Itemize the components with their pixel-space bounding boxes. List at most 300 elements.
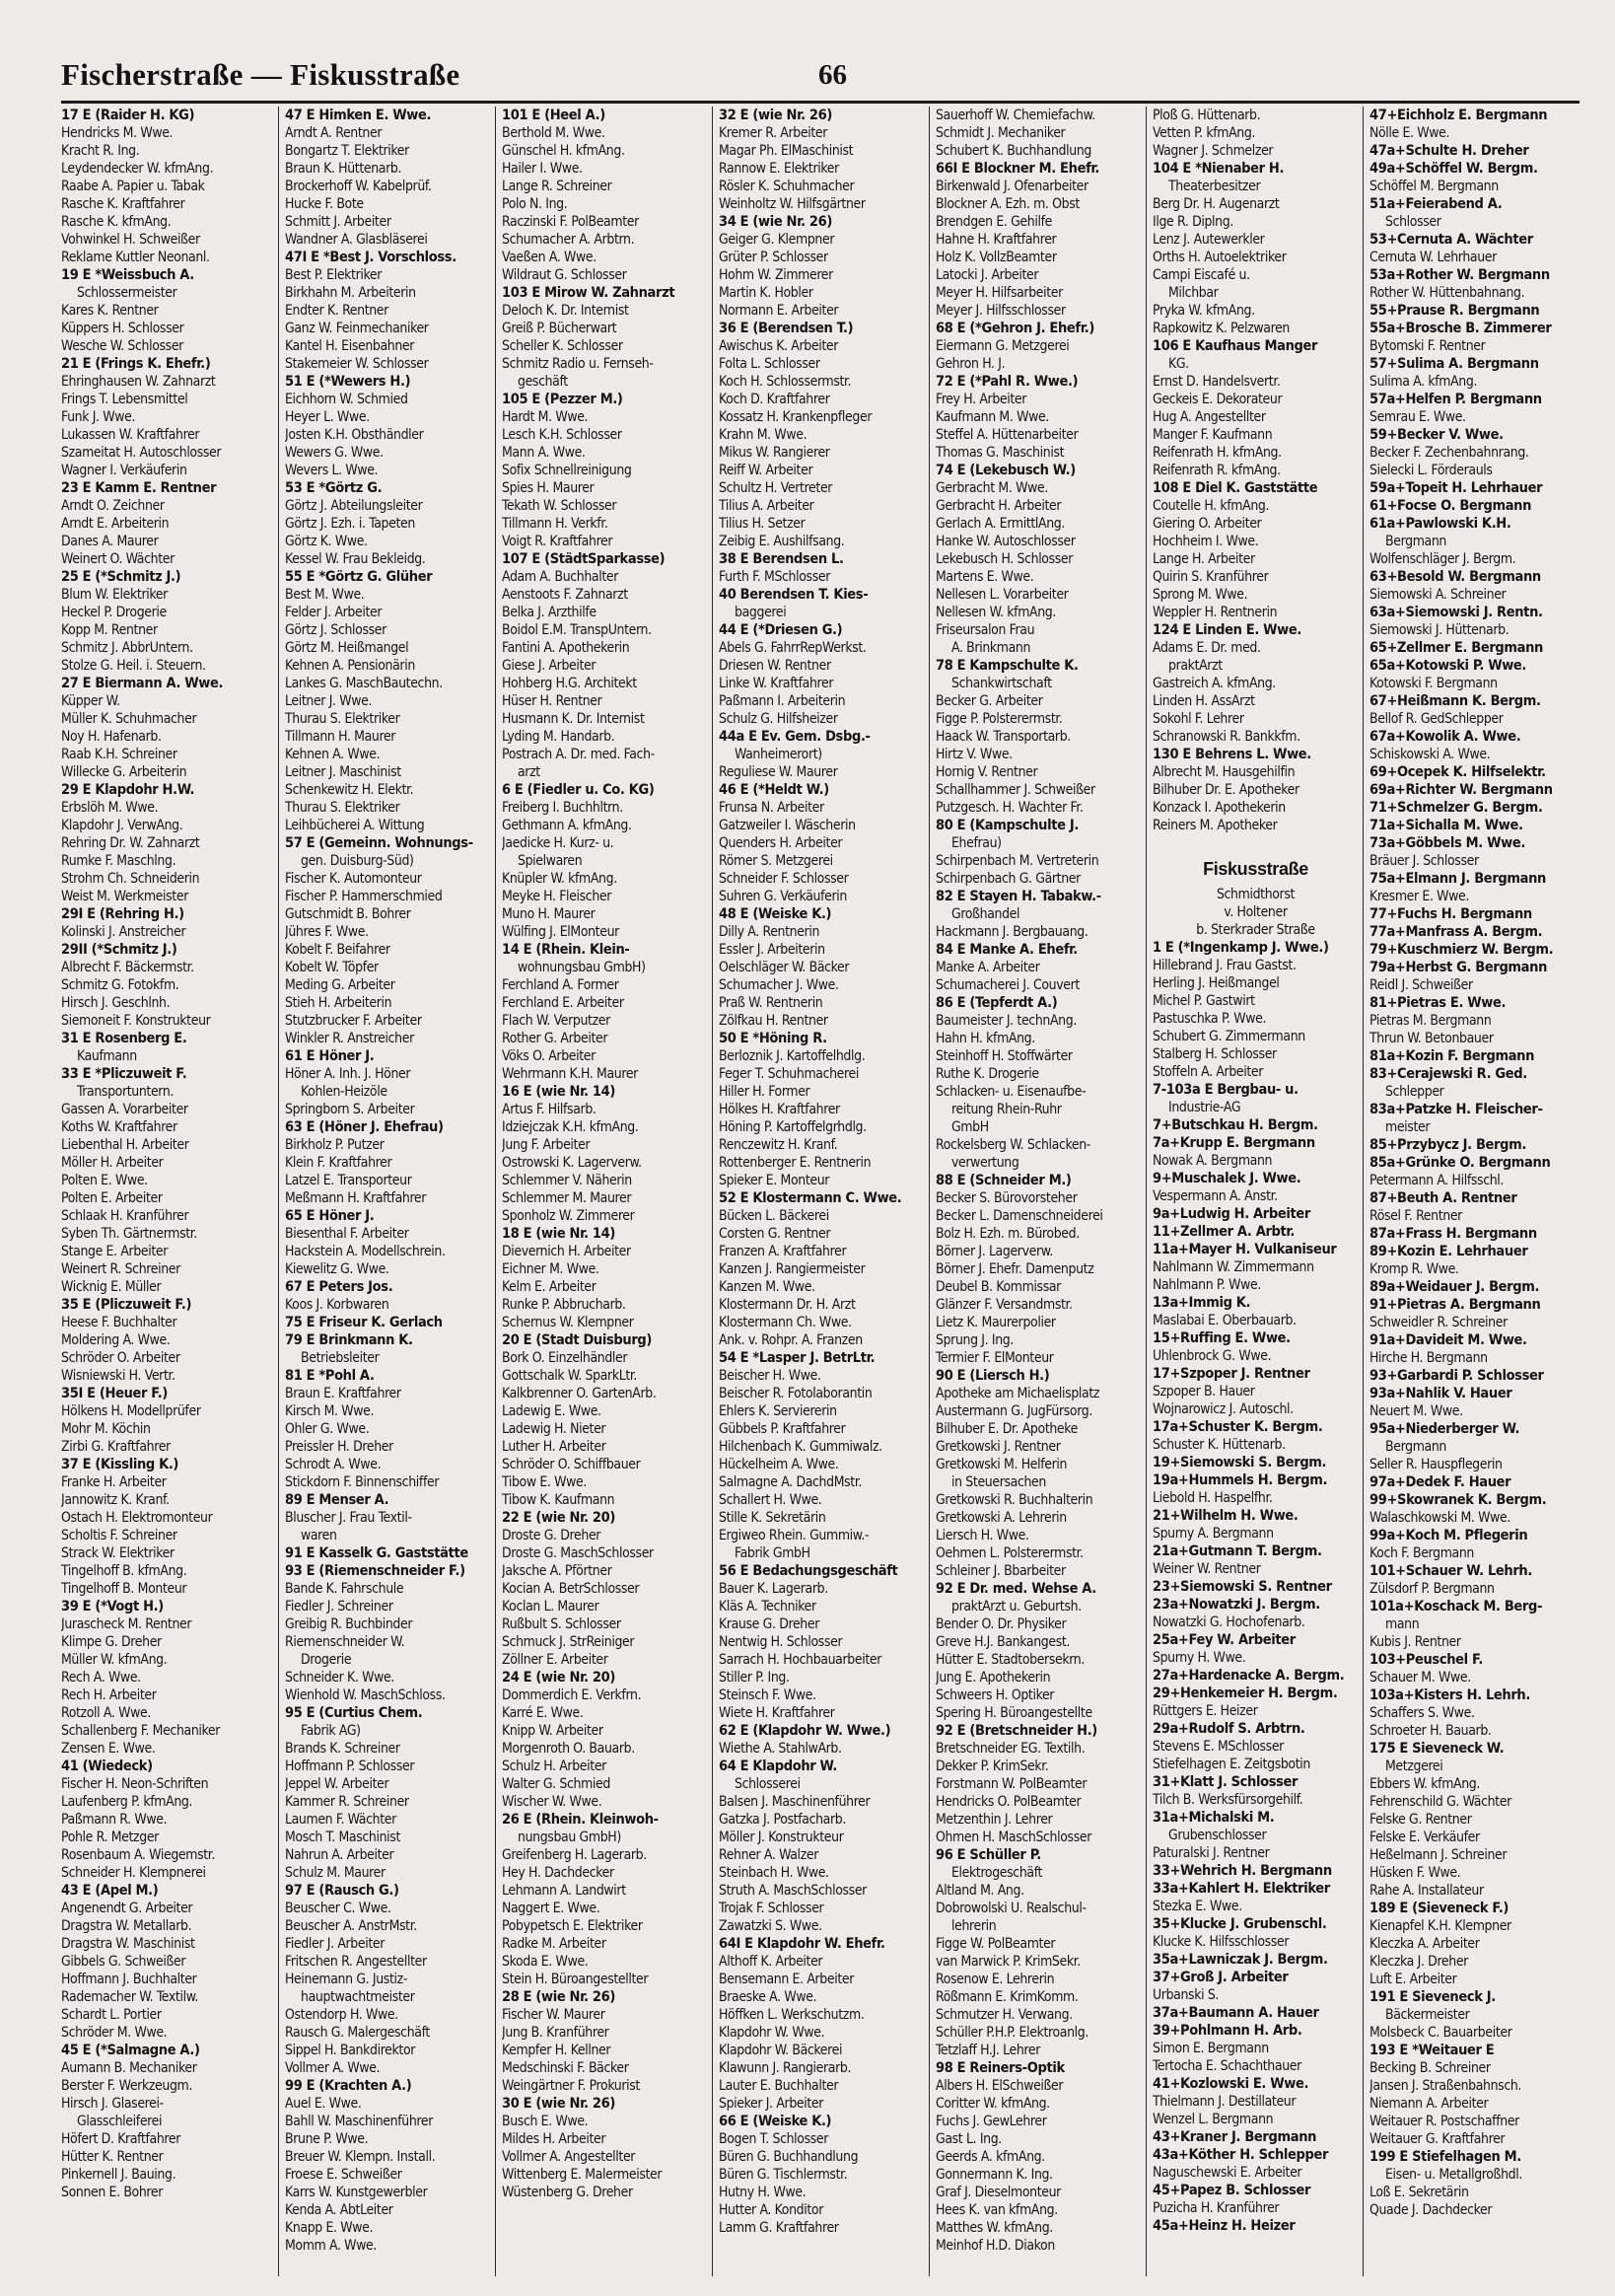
address-heading: 55a+Brosche B. Zimmerer	[1369, 321, 1552, 336]
address-heading: 50 E *Höning R.	[719, 1031, 827, 1046]
address-heading: 65 E Höner J.	[285, 1208, 375, 1224]
directory-entry: Lange H. Arbeiter	[1153, 551, 1255, 567]
directory-entry: Kaufmann M. Wwe.	[936, 409, 1049, 425]
directory-entry: Endter K. Rentner	[285, 303, 388, 319]
directory-entry: Frunsa N. Arbeiter	[719, 800, 824, 816]
directory-entry: Hüser H. Rentner	[502, 693, 602, 709]
directory-entry: Koch H. Schlossermstr.	[719, 374, 852, 390]
address-heading: 81+Pietras E. Wwe.	[1369, 995, 1507, 1011]
directory-entry: Brockerhoff W. Kabelprüf.	[285, 179, 432, 194]
directory-entry: Liebold H. Haspelfhr.	[1153, 1490, 1273, 1506]
directory-entry: Vaeßen A. Wwe.	[502, 250, 597, 265]
directory-entry: Fritschen R. Angestellter	[285, 1954, 427, 1970]
entry-continuation: meister	[1385, 1119, 1431, 1135]
directory-entry: Klapdohr J. VerwAng.	[61, 818, 183, 833]
address-heading: 75 E Friseur K. Gerlach	[285, 1315, 443, 1330]
directory-entry: Greifenberg H. Lagerarb.	[502, 1847, 647, 1863]
directory-entry: Franzen A. Kraftfahrer	[719, 1244, 847, 1259]
directory-entry: Deubel B. Kommissar	[936, 1279, 1061, 1295]
directory-entry: Ladewig E. Wwe.	[502, 1403, 601, 1419]
directory-entry: Driesen W. Rentner	[719, 658, 831, 674]
directory-entry: Funk J. Wwe.	[61, 409, 136, 425]
directory-entry: Sippel H. Bankdirektor	[285, 2043, 416, 2058]
directory-entry: Weitauer G. Kraftfahrer	[1369, 2131, 1506, 2147]
address-heading: 33 E *Pliczuweit F.	[61, 1066, 187, 1082]
directory-entry: Hirsch J. Glaserei-	[61, 2096, 164, 2112]
directory-entry: Heinemann G. Justiz-	[285, 1972, 407, 1987]
directory-entry: Ganz W. Feinmechaniker	[285, 321, 429, 336]
directory-entry: Raczinski F. PolBeamter	[502, 214, 639, 230]
directory-entry: Hackstein A. Modellschrein.	[285, 1244, 446, 1259]
directory-entry: Hütter E. Stadtobersekrn.	[936, 1652, 1085, 1668]
directory-entry: Bellof R. GedSchlepper	[1369, 711, 1504, 727]
directory-entry: Berg Dr. H. Augenarzt	[1153, 196, 1280, 212]
directory-entry: Aenstoots F. Zahnarzt	[502, 587, 628, 603]
directory-entry: Suhren G. Verkäuferin	[719, 889, 847, 904]
directory-entry: Spurny H. Wwe.	[1153, 1650, 1246, 1666]
address-heading: 99 E (Krachten A.)	[285, 2078, 412, 2094]
directory-entry: Börner J. Ehefr. Damenputz	[936, 1261, 1094, 1277]
directory-entry: Rotzoll A. Wwe.	[61, 1705, 151, 1721]
directory-entry: Althoff K. Arbeiter	[719, 1954, 823, 1970]
directory-entry: Sofix Schnellreinigung	[502, 463, 632, 478]
directory-entry: Leydendecker W. kfmAng.	[61, 161, 214, 177]
directory-entry: Weinert O. Wächter	[61, 551, 175, 567]
directory-entry: Ostach H. Elektromonteur	[61, 1510, 213, 1526]
directory-entry: Schweers H. Optiker	[936, 1687, 1055, 1703]
directory-entry: Rumke F. Maschlng.	[61, 853, 176, 869]
address-heading: 22 E (wie Nr. 20)	[502, 1510, 615, 1526]
directory-entry: Orths H. Autoelektriker	[1153, 250, 1287, 265]
address-heading: 61+Focse O. Bergmann	[1369, 498, 1532, 514]
directory-entry: Hoffmann P. Schlosser	[285, 1758, 415, 1774]
address-heading: 30 E (wie Nr. 26)	[502, 2096, 615, 2112]
directory-entry: Weinert R. Schreiner	[61, 1261, 180, 1277]
directory-entry: Mosch T. Maschinist	[285, 1830, 400, 1845]
directory-entry: Muno H. Maurer	[502, 906, 596, 922]
directory-entry: Stakemeier W. Schlosser	[285, 356, 429, 372]
directory-entry: Dragstra W. Maschinist	[61, 1936, 195, 1952]
address-heading: 39+Pohlmann H. Arb.	[1153, 2023, 1302, 2039]
directory-entry: Lehmann A. Landwirt	[502, 1883, 626, 1899]
directory-entry: Schöffel M. Bergmann	[1369, 179, 1499, 194]
directory-entry: Wolfenschläger J. Bergm.	[1369, 551, 1516, 567]
address-heading: 89 E Menser A.	[285, 1492, 389, 1508]
directory-entry: Lukassen W. Kraftfahrer	[61, 427, 200, 443]
directory-entry: Meyer J. Hilfsschlosser	[936, 303, 1066, 319]
entry-continuation: geschäft	[518, 374, 568, 390]
address-heading: 59+Becker V. Wwe.	[1369, 427, 1504, 443]
entry-continuation: hauptwachtmeister	[301, 1989, 415, 2005]
directory-entry: Reguliese W. Maurer	[719, 764, 838, 780]
directory-entry: Rehring Dr. W. Zahnarzt	[61, 835, 200, 851]
directory-entry: Becking B. Schreiner	[1369, 2060, 1491, 2076]
entry-continuation: Bergmann	[1385, 1439, 1446, 1455]
directory-entry: Schallert H. Wwe.	[719, 1492, 822, 1508]
directory-entry: Bücken L. Bäckerei	[719, 1208, 829, 1224]
directory-entry: Zülsdorf P. Bergmann	[1369, 1581, 1495, 1597]
directory-entry: Meyke H. Fleischer	[502, 889, 612, 904]
directory-entry: Schallenberg F. Mechaniker	[61, 1723, 221, 1739]
address-heading: 189 E (Sieveneck F.)	[1369, 1901, 1510, 1916]
address-heading: 7+Butschkau H. Bergm.	[1153, 1117, 1318, 1133]
directory-entry: Fiedler J. Schreiner	[285, 1599, 393, 1614]
directory-entry: Reidl J. Schweißer	[1369, 977, 1473, 993]
entry-continuation: Schlepper	[1385, 1084, 1444, 1100]
address-heading: 55 E *Görtz G. Glüher	[285, 569, 433, 585]
directory-entry: Coutelle H. kfmAng.	[1153, 498, 1270, 514]
directory-entry: Knipp W. Arbeiter	[502, 1723, 603, 1739]
address-heading: 80 E (Kampschulte J.	[936, 818, 1079, 833]
directory-entry: Tibow E. Wwe.	[502, 1474, 587, 1490]
directory-entry: Petermann A. Hilfsschl.	[1369, 1173, 1505, 1188]
entry-continuation: Ehefrau)	[951, 835, 1002, 851]
directory-entry: Neuert M. Wwe.	[1369, 1403, 1463, 1419]
directory-entry: Lesch K.H. Schlosser	[502, 427, 622, 443]
directory-entry: Tertocha E. Schachthauer	[1153, 2058, 1301, 2074]
directory-entry: Graf J. Dieselmonteur	[936, 2185, 1061, 2200]
directory-column	[1363, 107, 1580, 2276]
address-heading: 87+Beuth A. Rentner	[1369, 1190, 1517, 1206]
directory-entry: Hey H. Dachdecker	[502, 1865, 614, 1881]
directory-entry: Schroeter H. Bauarb.	[1369, 1723, 1492, 1739]
directory-entry: Preissler H. Dreher	[285, 1439, 393, 1455]
address-heading: 7-103a E Bergbau- u.	[1153, 1082, 1299, 1098]
directory-entry: Herling J. Heißmangel	[1153, 975, 1280, 991]
directory-entry: Wienhold W. MaschSchloss.	[285, 1687, 446, 1703]
directory-entry: Best P. Elektriker	[285, 267, 383, 283]
address-heading: 40 Berendsen T. Kies-	[719, 587, 869, 603]
directory-entry: Klimpe G. Dreher	[61, 1634, 162, 1650]
directory-entry: Kienapfel K.H. Klempner	[1369, 1918, 1511, 1934]
address-heading: 68 E (*Gehron J. Ehefr.)	[936, 321, 1094, 336]
directory-entry: Kläs A. Techniker	[719, 1599, 816, 1614]
directory-entry: Riemenschneider W.	[285, 1634, 405, 1650]
directory-entry: Bender O. Dr. Physiker	[936, 1616, 1067, 1632]
directory-entry: Kleczka J. Dreher	[1369, 1954, 1468, 1970]
directory-entry: Kenda A. AbtLeiter	[285, 2202, 393, 2218]
address-heading: 37 E (Kissling K.)	[61, 1457, 179, 1472]
directory-entry: Brands K. Schreiner	[285, 1741, 400, 1757]
directory-entry: Schumacher A. Arbtrn.	[502, 232, 635, 248]
address-heading: 17a+Schuster K. Bergm.	[1153, 1419, 1323, 1435]
directory-entry: Hutter A. Konditor	[719, 2202, 823, 2218]
directory-entry: Kanzen J. Rangiermeister	[719, 1261, 866, 1277]
directory-entry: Tilch B. Werksfürsorgehilf.	[1153, 1792, 1303, 1808]
directory-entry: Gassen A. Vorarbeiter	[61, 1102, 188, 1117]
directory-entry: Fischer H. Neon-Schriften	[61, 1776, 209, 1792]
address-heading: 26 E (Rhein. Kleinwoh-	[502, 1812, 659, 1828]
address-heading: 93a+Nahlik V. Hauer	[1369, 1386, 1512, 1401]
entry-continuation: arzt	[518, 764, 540, 780]
directory-entry: Koch F. Bergmann	[1369, 1545, 1474, 1561]
directory-entry: Möller J. Konstrukteur	[719, 1830, 844, 1845]
directory-entry: Nahlmann W. Zimmermann	[1153, 1259, 1314, 1275]
directory-entry: Kolinski J. Anstreicher	[61, 924, 186, 940]
directory-entry: Greiß P. Bücherwart	[502, 321, 617, 336]
entry-continuation: Schlosserei	[735, 1776, 801, 1792]
directory-entry: Urbanski S.	[1153, 1987, 1220, 2003]
directory-entry: Vespermann A. Anstr.	[1153, 1188, 1278, 1204]
address-heading: 62 E (Klapdohr W. Wwe.)	[719, 1723, 891, 1739]
directory-entry: Lietz K. Maurerpolier	[936, 1315, 1056, 1330]
directory-entry: Ank. v. Rohpr. A. Franzen	[719, 1332, 863, 1348]
address-heading: 61a+Pawlowski K.H.	[1369, 516, 1511, 532]
directory-entry: Wenzel L. Bergmann	[1153, 2112, 1274, 2127]
directory-columns	[61, 107, 1580, 2276]
directory-entry: Gehron H. J.	[936, 356, 1006, 372]
directory-entry: Hahn H. kfmAng.	[936, 1031, 1035, 1046]
directory-entry: Kresmer E. Wwe.	[1369, 889, 1470, 904]
directory-entry: Pinkernell J. Bauing.	[61, 2167, 176, 2183]
directory-entry: Dilly A. Rentnerin	[719, 924, 820, 940]
address-heading: 191 E Sieveneck J.	[1369, 1989, 1496, 2005]
directory-entry: Schumacher J. Wwe.	[719, 977, 839, 993]
directory-entry: Braeske A. Wwe.	[719, 1989, 817, 2005]
entry-continuation: wohnungsbau GmbH)	[518, 960, 646, 975]
address-heading: 72 E (*Pahl R. Wwe.)	[936, 374, 1079, 390]
directory-entry: Danes A. Maurer	[61, 534, 159, 549]
directory-entry: Auel E. Wwe.	[285, 2096, 362, 2112]
address-heading: 36 E (Berendsen T.)	[719, 321, 854, 336]
directory-entry: Hochheim I. Wwe.	[1153, 534, 1259, 549]
directory-entry: Stutzbrucker F. Arbeiter	[285, 1013, 422, 1029]
directory-entry: Krause G. Dreher	[719, 1616, 819, 1632]
directory-entry: Hüsken F. Wwe.	[1369, 1865, 1461, 1881]
address-heading: 65+Zellmer E. Bergmann	[1369, 640, 1543, 656]
directory-entry: Zensen E. Wwe.	[61, 1741, 156, 1757]
address-heading: 47a+Schulte H. Dreher	[1369, 143, 1529, 159]
directory-entry: Koch D. Kraftfahrer	[719, 392, 830, 407]
address-heading: 9a+Ludwig H. Arbeiter	[1153, 1206, 1310, 1222]
address-heading: 98 E Reiners-Optik	[936, 2060, 1065, 2076]
directory-entry: Giese J. Arbeiter	[502, 658, 597, 674]
directory-entry: Springborn S. Arbeiter	[285, 1102, 415, 1117]
directory-entry: Forstmann W. PolBeamter	[936, 1776, 1088, 1792]
address-heading: 93 E (Riemenschneider F.)	[285, 1563, 465, 1579]
directory-entry: Birkenwald J. Ofenarbeiter	[936, 179, 1088, 194]
address-heading: 29II (*Schmitz J.)	[61, 942, 177, 958]
address-heading: 69a+Richter W. Bergmann	[1369, 782, 1553, 798]
address-heading: 86 E (Tepferdt A.)	[936, 995, 1058, 1011]
address-heading: 103a+Kisters H. Lehrh.	[1369, 1687, 1530, 1703]
directory-entry: Liebenthal H. Arbeiter	[61, 1137, 189, 1153]
directory-entry: Klapdohr W. Bäckerei	[719, 2043, 843, 2058]
address-heading: 39 E (*Vogt H.)	[61, 1599, 164, 1614]
directory-entry: Raabe A. Papier u. Tabak	[61, 179, 205, 194]
directory-entry: Jühres F. Wwe.	[285, 924, 369, 940]
directory-column	[61, 107, 278, 2276]
address-heading: 37+Groß J. Arbeiter	[1153, 1970, 1289, 1985]
directory-entry: Tingelhoff B. Monteur	[61, 1581, 187, 1597]
directory-entry: Siemoneit F. Konstrukteur	[61, 1013, 211, 1029]
page-title: Fischerstraße — Fiskusstraße	[61, 57, 460, 92]
directory-entry: Leitner J. Maschinist	[285, 764, 401, 780]
directory-entry: Römer S. Metzgerei	[719, 853, 833, 869]
directory-entry: Weist M. Werkmeister	[61, 889, 188, 904]
directory-entry: Küppers H. Schlosser	[61, 321, 184, 336]
directory-entry: Felske E. Verkäufer	[1369, 1830, 1480, 1845]
directory-entry: Tilius H. Setzer	[719, 516, 806, 532]
directory-entry: Paturalski J. Rentner	[1153, 1845, 1270, 1861]
directory-entry: Jannowitz K. Kranf.	[61, 1492, 170, 1508]
entry-continuation: Industrie-AG	[1168, 1100, 1241, 1115]
address-heading: 53+Cernuta A. Wächter	[1369, 232, 1533, 248]
directory-entry: Ehringhausen W. Zahnarzt	[61, 374, 216, 390]
entry-continuation: Kohlen-Heizöle	[301, 1084, 387, 1100]
directory-entry: Feger T. Schuhmacherei	[719, 1066, 859, 1082]
directory-entry: Oelschläger W. Bäcker	[719, 960, 850, 975]
directory-entry: Eichner M. Wwe.	[502, 1261, 599, 1277]
directory-entry: Nahrun A. Arbeiter	[285, 1847, 394, 1863]
directory-entry: Schenkewitz H. Elektr.	[285, 782, 414, 798]
directory-entry: van Marwick P. KrimSekr.	[936, 1954, 1081, 1970]
address-heading: 61 E Höner J.	[285, 1048, 375, 1064]
directory-entry: Tilius A. Arbeiter	[719, 498, 814, 514]
directory-entry: Schmutzer H. Verwang.	[936, 2007, 1073, 2023]
directory-entry: Gibbels G. Schweißer	[61, 1954, 186, 1970]
entry-continuation: Fabrik GmbH	[735, 1545, 810, 1561]
entry-continuation: Betriebsleiter	[301, 1350, 380, 1366]
directory-entry: Hailer I. Wwe.	[502, 161, 583, 177]
directory-entry: Koths W. Kraftfahrer	[61, 1119, 177, 1135]
directory-entry: Quade J. Dachdecker	[1369, 2202, 1493, 2218]
directory-entry: Reifenrath H. kfmAng.	[1153, 445, 1282, 461]
directory-entry: Hirche H. Bergmann	[1369, 1350, 1488, 1366]
directory-entry: Trojak F. Schlosser	[719, 1901, 824, 1916]
directory-entry: Kehnen A. Pensionärin	[285, 658, 415, 674]
address-heading: 89a+Weidauer J. Bergm.	[1369, 1279, 1540, 1295]
address-heading: 92 E Dr. med. Wehse A.	[936, 1581, 1096, 1597]
entry-continuation: reitung Rhein-Ruhr	[951, 1102, 1062, 1117]
directory-entry: Pryka W. kfmAng.	[1153, 303, 1255, 319]
directory-entry: Gottschalk W. SparkLtr.	[502, 1368, 637, 1384]
address-heading: 57a+Helfen P. Bergmann	[1369, 392, 1542, 407]
directory-entry: Kocian A. BetrSchlosser	[502, 1581, 640, 1597]
directory-entry: Hirsch J. Geschlnh.	[61, 995, 171, 1011]
directory-entry: Nentwig H. Schlosser	[719, 1634, 843, 1650]
directory-entry: Fuchs J. GewLehrer	[936, 2114, 1047, 2129]
directory-entry: Hardt M. Wwe.	[502, 409, 589, 425]
directory-entry: Gonnermann K. Ing.	[936, 2167, 1053, 2183]
directory-entry: Jung B. Kranführer	[502, 2025, 609, 2041]
directory-entry: Ladewig H. Nieter	[502, 1421, 606, 1437]
address-heading: 33+Wehrich H. Bergmann	[1153, 1863, 1332, 1879]
directory-entry: Steinbach H. Wwe.	[719, 1865, 829, 1881]
address-heading: 96 E Schüller P.	[936, 1847, 1041, 1863]
address-heading: 85+Przybycz J. Bergm.	[1369, 1137, 1526, 1153]
directory-entry: Höning P. Kartoffelgrhdlg.	[719, 1119, 867, 1135]
directory-entry: Ohler G. Wwe.	[285, 1421, 370, 1437]
directory-entry: Niemann A. Arbeiter	[1369, 2096, 1489, 2112]
directory-entry: Gatzweiler I. Wäscherin	[719, 818, 856, 833]
entry-continuation: Milchbar	[1168, 285, 1219, 301]
directory-entry: Manke A. Arbeiter	[936, 960, 1040, 975]
directory-entry: Renczewitz H. Kranf.	[719, 1137, 838, 1153]
directory-entry: Müller K. Schuhmacher	[61, 711, 197, 727]
directory-entry: Stiller P. Ing.	[719, 1670, 790, 1686]
directory-entry: Tillmann H. Verkfr.	[502, 516, 608, 532]
directory-entry: Stieh H. Arbeiterin	[285, 995, 392, 1011]
address-heading: 107 E (StädtSparkasse)	[502, 551, 666, 567]
directory-entry: Knapp E. Wwe.	[285, 2220, 374, 2236]
directory-entry: Balsen J. Maschinenführer	[719, 1794, 871, 1810]
directory-entry: Karré E. Wwe.	[502, 1705, 584, 1721]
directory-entry: Fischer W. Maurer	[502, 2007, 605, 2023]
directory-entry: Bogen T. Schlosser	[719, 2131, 829, 2147]
directory-entry: Termier F. ElMonteur	[936, 1350, 1054, 1366]
address-heading: 64I E Klapdohr W. Ehefr.	[719, 1936, 885, 1952]
directory-entry: Figge W. PolBeamter	[936, 1936, 1056, 1952]
directory-entry: Semrau E. Wwe.	[1369, 409, 1466, 425]
directory-entry: Vollmer A. Angestellter	[502, 2149, 636, 2165]
address-heading: 79a+Herbst G. Bergmann	[1369, 960, 1548, 975]
directory-entry: Rahe A. Installateur	[1369, 1883, 1484, 1899]
directory-entry: Awischus K. Arbeiter	[719, 338, 839, 354]
address-heading: 17+Szpoper J. Rentner	[1153, 1366, 1310, 1382]
directory-entry: Becker G. Arbeiter	[936, 693, 1043, 709]
directory-entry: Mann A. Wwe.	[502, 445, 586, 461]
directory-entry: Thielmann J. Destillateur	[1153, 2094, 1297, 2110]
directory-entry: Görtz J. Abteilungsleiter	[285, 498, 423, 514]
address-heading: 11+Zellmer A. Arbtr.	[1153, 1224, 1296, 1240]
directory-entry: Bytomski F. Rentner	[1369, 338, 1486, 354]
directory-entry: Jaksche A. Pförtner	[502, 1563, 612, 1579]
address-heading: 32 E (wie Nr. 26)	[719, 108, 832, 123]
directory-entry: Belka J. Arzthilfe	[502, 605, 597, 620]
directory-entry: Geerds A. kfmAng.	[936, 2149, 1045, 2165]
entry-continuation: mann	[1385, 1616, 1420, 1632]
address-heading: 38 E Berendsen L.	[719, 551, 844, 567]
directory-entry: Skoda E. Wwe.	[502, 1954, 589, 1970]
directory-entry: Knüpler W. kfmAng.	[502, 871, 617, 887]
directory-column	[278, 107, 495, 2276]
directory-entry: Blockner A. Ezh. m. Obst	[936, 196, 1080, 212]
directory-entry: Magar Ph. ElMaschinist	[719, 143, 854, 159]
address-heading: 19+Siemowski S. Bergm.	[1153, 1455, 1327, 1471]
address-heading: 95a+Niederberger W.	[1369, 1421, 1520, 1437]
directory-entry: Brendgen E. Gehilfe	[936, 214, 1052, 230]
directory-entry: Raab K.H. Schreiner	[61, 747, 177, 762]
directory-entry: Erbslöh M. Wwe.	[61, 800, 159, 816]
entry-continuation: in Steuersachen	[951, 1474, 1046, 1490]
directory-entry: Fiedler J. Arbeiter	[285, 1936, 386, 1952]
directory-entry: Felske G. Rentner	[1369, 1812, 1472, 1828]
directory-entry: Schauer M. Wwe.	[1369, 1670, 1471, 1686]
directory-entry: Reiners M. Apotheker	[1153, 818, 1278, 833]
directory-entry: Tetzlaff H.J. Lehrer	[936, 2043, 1041, 2058]
directory-entry: Walaschkowski M. Wwe.	[1369, 1510, 1510, 1526]
directory-entry: Sponholz W. Zimmerer	[502, 1208, 635, 1224]
directory-entry: Hucke F. Bote	[285, 196, 364, 212]
address-heading: 25a+Fey W. Arbeiter	[1153, 1632, 1296, 1648]
directory-entry: Gerbracht M. Wwe.	[936, 480, 1048, 496]
directory-entry: Dragstra W. Metallarb.	[61, 1918, 192, 1934]
directory-entry: Meinhof H.D. Diakon	[936, 2238, 1055, 2254]
directory-entry: Hendricks O. PolBeamter	[936, 1794, 1082, 1810]
directory-entry: Wülfing J. ElMonteur	[502, 924, 619, 940]
address-heading: 24 E (wie Nr. 20)	[502, 1670, 615, 1686]
directory-entry: Matthes W. kfmAng.	[936, 2220, 1053, 2236]
directory-entry: Latocki J. Arbeiter	[936, 267, 1039, 283]
directory-entry: Hutny H. Wwe.	[719, 2185, 807, 2200]
directory-entry: Aumann B. Mechaniker	[61, 2060, 197, 2076]
entry-continuation: waren	[301, 1528, 337, 1543]
directory-entry: Hoffmann J. Buchhalter	[61, 1972, 197, 1987]
directory-entry: Frey H. Arbeiter	[936, 392, 1027, 407]
directory-entry: Ernst D. Handelsvertr.	[1153, 374, 1281, 390]
directory-entry: Ruthe K. Drogerie	[936, 1066, 1039, 1082]
